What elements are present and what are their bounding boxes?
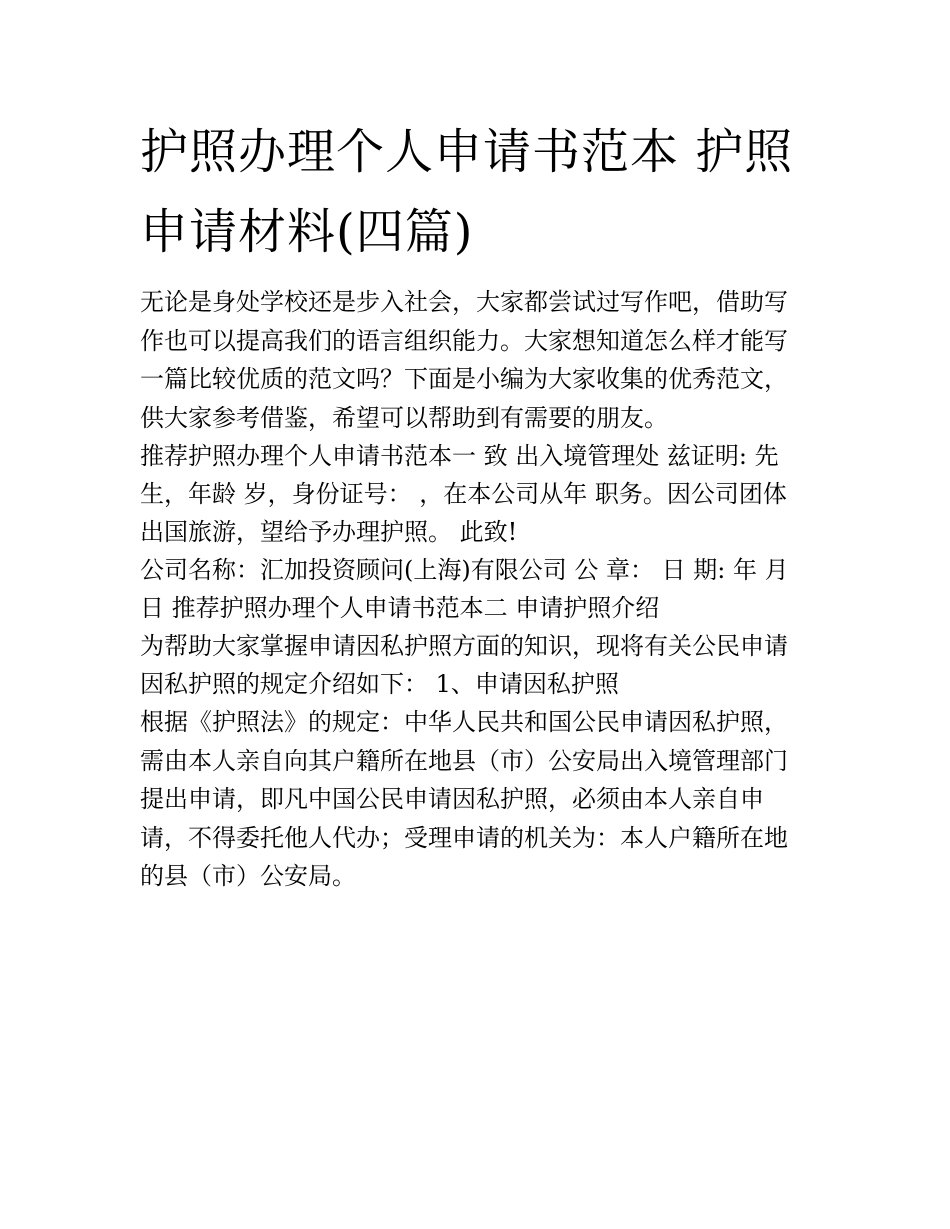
paragraph-intro: 无论是身处学校还是步入社会，大家都尝试过写作吧，借助写 作也可以提高我们的语言组织能力。大家想知道怎么样才能写 一篇比较优质的范文吗？下面是小编为大家收集的优秀范文， 供大家参考借鉴，希望可以帮助到有需要的朋友。 bbox=[140, 288, 788, 432]
paragraph-company-info: 公司名称：汇加投资顾问(上海)有限公司 公 章： 日 期: 年 月 日 推荐护照办理个人申请书范本二 申请护照介绍 bbox=[140, 556, 789, 622]
paragraph-passport-law: 根据《护照法》的规定：中华人民共和国公民申请因私护照， 需由本人亲自向其户籍所在地县（市）公安局出入境管理部门 提出申请，即凡中国公民申请因私护照，必须由本人亲自申 请，不得委托他人代办；受理申请的机关为：本人户籍所在地 的县（市）公安局。 bbox=[140, 708, 788, 890]
paragraph-sample-one: 推荐护照办理个人申请书范本一 致 出入境管理处 兹证明: 先 生，年龄 岁，身份证号： ，在本公司从年 职务。因公司团体 出国旅游，望给予办理护照。 此致! bbox=[140, 442, 787, 546]
document-body bbox=[140, 283, 820, 896]
document-title: 护照办理个人申请书范本 护照 申请材料(四篇) bbox=[140, 124, 794, 260]
paragraph-passport-intro: 为帮助大家掌握申请因私护照方面的知识，现将有关公民申请 因私护照的规定介绍如下： 1、申请因私护照 bbox=[140, 632, 788, 698]
